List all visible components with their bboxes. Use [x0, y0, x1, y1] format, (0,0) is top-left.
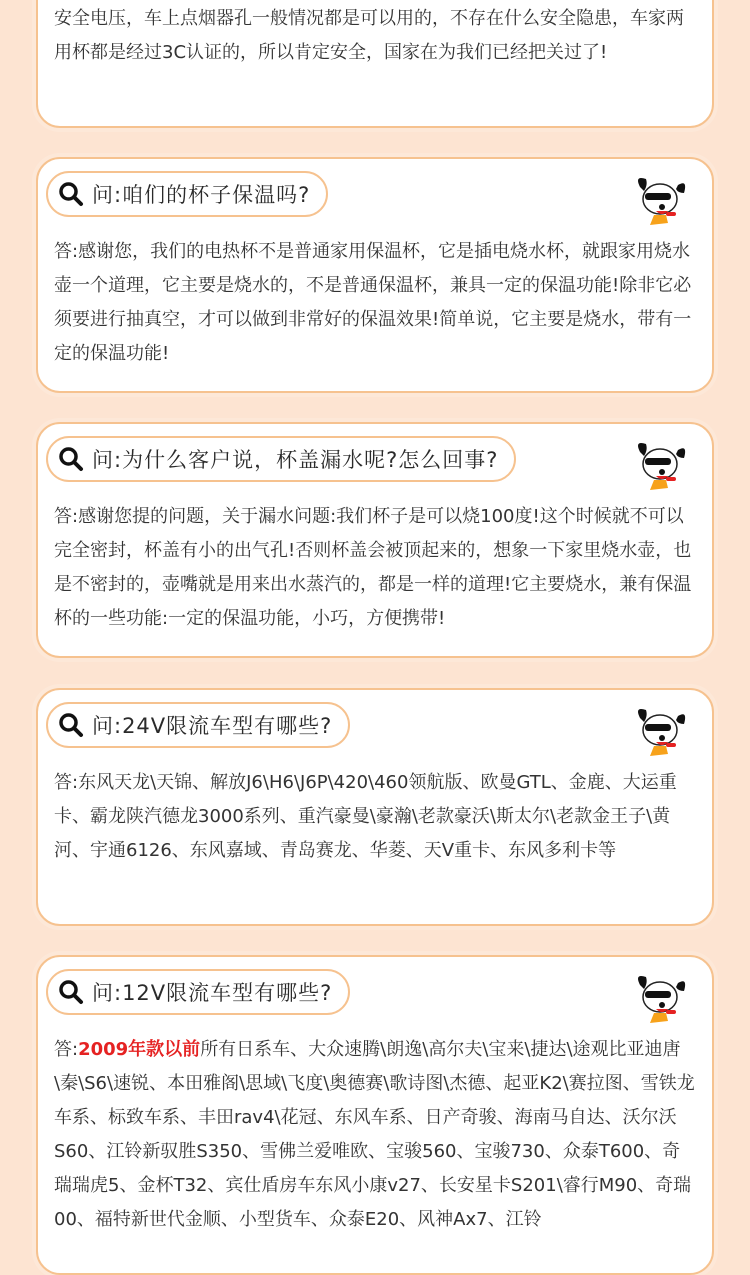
- answer-prefix: 答:: [54, 1039, 79, 1060]
- answer-text: 答:感谢您，我们的电热杯不是普通家用保温杯，它是插电烧水杯，就跟家用烧水壶一个道理，它主要是烧水的，不是普通保温杯，兼具一定的保温功能!除非它必须要进行抽真空，才可以做到非常好的保温效果!简单说，它主要是烧水，带有一定的保温功能!: [54, 241, 692, 364]
- question-text: 问:12V限流车型有哪些?: [92, 981, 333, 1005]
- question-pill: [46, 969, 350, 1015]
- mascot-dog-icon: [630, 702, 690, 758]
- search-icon: [58, 979, 84, 1005]
- faq-card-12v: [36, 955, 714, 1275]
- mascot-dog-icon: [630, 969, 690, 1025]
- question-pill: [46, 702, 350, 748]
- search-icon: [58, 446, 84, 472]
- intro-card: [36, 0, 714, 128]
- question-pill: [46, 436, 516, 482]
- intro-text: 安全电压，车上点烟器孔一般情况都是可以用的，不存在什么安全隐患，车家两用杯都是经过3C认证的，所以肯定安全，国家在为我们已经把关过了!: [54, 8, 684, 63]
- question-text: 问:24V限流车型有哪些?: [92, 714, 333, 738]
- mascot-dog-icon: [630, 171, 690, 227]
- mascot-dog-icon: [630, 436, 690, 492]
- answer-highlight: 2009年款以前: [78, 1039, 201, 1060]
- search-icon: [58, 712, 84, 738]
- answer-text: 答:东风天龙\天锦、解放J6\H6\J6P\420\460领航版、欧曼GTL、金鹿、大运重卡、霸龙陕汽德龙3000系列、重汽豪曼\豪瀚\老款豪沃\斯太尔\老款金王子\黄河、宇通6126、东风嘉域、青岛赛龙、华菱、天V重卡、东风多利卡等: [54, 772, 677, 861]
- faq-card-24v: [36, 688, 714, 926]
- question-pill: [46, 171, 328, 217]
- search-icon: [58, 181, 84, 207]
- faq-card-warm: [36, 157, 714, 393]
- answer-rest: 所有日系车、大众速腾\朗逸\高尔夫\宝来\捷达\途观比亚迪唐\秦\S6\速锐、本田雅阁\思域\飞度\奥德赛\歌诗图\杰德、起亚K2\赛拉图、雪铁龙车系、标致车系、丰田rav4\花冠、东风车系、日产奇骏、海南马自达、沃尔沃S60、江铃新驭胜S350、雪佛兰爱唯欧、宝骏560、宝骏730、众泰T600、奇瑞瑞虎5、金杯T32、宾仕盾房车东风小康v27、长安星卡S201\睿行M90、奇瑞00、福特新世代金顺、小型货车、众泰E20、风神Ax7、江铃: [54, 1039, 695, 1230]
- faq-card-leak: [36, 422, 714, 658]
- answer-text: 答:感谢您提的问题，关于漏水问题:我们杯子是可以烧100度!这个时候就不可以完全密封，杯盖有小的出气孔!否则杯盖会被顶起来的，想象一下家里烧水壶，也是不密封的，壶嘴就是用来出水蒸汽的，都是一样的道理!它主要烧水，兼有保温杯的一些功能:一定的保温功能，小巧，方便携带!: [54, 506, 692, 629]
- question-text: 问:咱们的杯子保温吗?: [92, 183, 311, 207]
- answer-text: [54, 1033, 696, 1237]
- question-text: 问:为什么客户说，杯盖漏水呢?怎么回事?: [92, 448, 499, 472]
